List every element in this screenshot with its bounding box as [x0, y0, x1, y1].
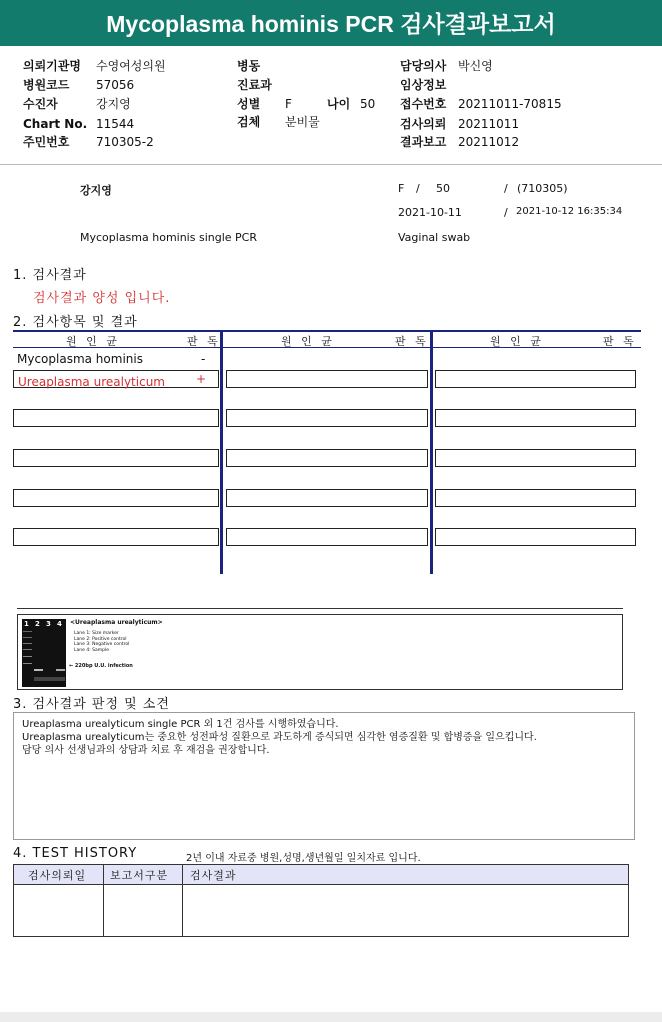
legend-line: Lane 4: Sample	[74, 647, 109, 653]
column-divider	[220, 330, 223, 574]
col-result: 검사결과	[190, 869, 237, 882]
chart-value: 11544	[96, 117, 135, 131]
summary-test-name: Mycoplasma hominis single PCR	[80, 231, 257, 244]
history-col-divider	[103, 865, 104, 936]
receipt-label: 접수번호	[400, 97, 447, 111]
summary-slash: /	[504, 206, 508, 219]
gel-legend	[74, 631, 129, 653]
col-request-date: 검사의뢰일	[28, 869, 87, 882]
legend-line: Lane 2: Positive control	[74, 636, 127, 642]
item-result: -	[201, 352, 206, 366]
result-row	[435, 370, 636, 388]
request-label: 검사의뢰	[400, 117, 447, 131]
summary-request-date: 2021-10-11	[398, 206, 462, 219]
result-row	[435, 528, 636, 546]
primer-dimer	[34, 677, 65, 681]
result-row	[435, 449, 636, 467]
institution-label: 의뢰기관명	[23, 59, 81, 73]
ward-label: 병동	[237, 59, 261, 73]
section2-heading: 2. 검사항목 및 결과	[13, 315, 138, 330]
opinion-text	[22, 718, 537, 757]
result-statement: 검사결과 양성 입니다.	[33, 291, 171, 306]
lane-number: 4	[57, 620, 62, 628]
ladder-band	[23, 656, 32, 657]
history-note: 2년 이내 자료중 병원,성명,생년월일 일치자료 입니다.	[186, 853, 421, 864]
summary-sex: F	[398, 182, 405, 195]
result-row	[13, 528, 219, 546]
report-title: Mycoplasma hominis PCR 검사결과보고서	[0, 0, 662, 46]
result-row	[13, 409, 219, 427]
opinion-line: Ureaplasma urealyticum single PCR 외 1건 검사를 시행하였습니다.	[22, 719, 339, 730]
history-table	[13, 864, 629, 937]
receipt-value: 20211011-70815	[458, 97, 562, 111]
table-top-rule	[13, 330, 641, 332]
result-row	[226, 449, 428, 467]
result-row	[226, 528, 428, 546]
age-value: 50	[360, 97, 376, 111]
code-value: 57056	[96, 78, 135, 92]
dept-label: 진료과	[237, 78, 272, 92]
age-label: 나이	[327, 97, 351, 111]
result-row	[435, 489, 636, 507]
opinion-line: Ureaplasma urealyticum는 중요한 성전파성 질환으로 과도하게 증식되면 심각한 염증질환 및 합병증을 일으킵니다.	[22, 732, 537, 743]
ladder-band	[23, 649, 32, 650]
lane-number: 1	[24, 620, 29, 628]
summary-report-datetime: 2021-10-12 16:35:34	[516, 206, 623, 217]
result-row	[226, 370, 428, 388]
opinion-line: 담당 의사 선생님과의 상담과 치료 후 재검을 권장합니다.	[22, 745, 270, 756]
code-label: 병원코드	[23, 78, 70, 92]
clinical-label: 임상정보	[400, 78, 447, 92]
gel-top-rule	[17, 608, 623, 609]
resident-value: 710305-2	[96, 135, 154, 149]
resident-label: 주민번호	[23, 135, 70, 149]
col-pathogen-header: 원 인 균	[66, 335, 120, 348]
chart-label: Chart No.	[23, 117, 88, 131]
result-row	[435, 409, 636, 427]
summary-slash: /	[504, 182, 508, 195]
section3-heading: 3. 검사결과 판정 및 소견	[13, 697, 170, 712]
lane-number: 2	[35, 620, 40, 628]
sex-value: F	[285, 97, 292, 111]
summary-specimen: Vaginal swab	[398, 231, 471, 244]
section1-heading: 1. 검사결과	[13, 268, 87, 283]
ladder-band	[23, 643, 32, 644]
result-row	[13, 449, 219, 467]
summary-name: 강지영	[80, 184, 112, 197]
col-result-header: 판 독	[603, 335, 637, 348]
result-row	[226, 489, 428, 507]
result-row	[226, 409, 428, 427]
item-name: Mycoplasma hominis	[17, 352, 143, 366]
sample-band	[56, 669, 65, 671]
patient-value: 강지영	[96, 97, 131, 111]
report-label: 결과보고	[400, 135, 447, 149]
ladder-band	[23, 663, 32, 664]
gel-title: <Ureaplasma urealyticum>	[70, 619, 163, 626]
summary-slash: /	[416, 182, 420, 195]
ladder-band	[23, 637, 32, 638]
page-footer-band	[0, 1012, 662, 1022]
sex-label: 성별	[237, 97, 261, 111]
ladder-band	[23, 631, 32, 632]
specimen-label: 검체	[237, 115, 261, 129]
gel-panel	[17, 614, 623, 690]
section4-heading: 4. TEST HISTORY	[13, 846, 138, 861]
band-label: ← 220bp U.U. infection	[69, 663, 133, 669]
institution-value: 수영여성의원	[96, 59, 166, 73]
item-name: Ureaplasma urealyticum	[18, 375, 165, 389]
patient-label: 수진자	[23, 97, 58, 111]
request-value: 20211011	[458, 117, 520, 131]
col-pathogen-header: 원 인 균	[281, 335, 335, 348]
divider	[0, 164, 662, 165]
col-report-type: 보고서구분	[110, 869, 169, 882]
legend-line: Lane 1: Size marker	[74, 631, 119, 636]
opinion-box	[13, 712, 635, 840]
report-value: 20211012	[458, 135, 520, 149]
col-pathogen-header: 원 인 균	[490, 335, 544, 348]
legend-line: Lane 3: Negative control	[74, 642, 130, 647]
gel-image	[22, 619, 66, 687]
summary-birth: (710305)	[517, 182, 568, 195]
summary-age: 50	[436, 182, 450, 195]
positive-band	[34, 669, 43, 671]
doctor-value: 박신영	[458, 59, 493, 73]
doctor-label: 담당의사	[400, 59, 447, 73]
history-header	[14, 865, 628, 885]
result-row	[13, 489, 219, 507]
result-row	[13, 370, 219, 388]
col-result-header: 판 독	[187, 335, 221, 348]
column-divider	[430, 330, 433, 574]
lane-number: 3	[46, 620, 51, 628]
specimen-value: 분비물	[285, 115, 320, 129]
history-col-divider	[182, 865, 183, 936]
col-result-header: 판 독	[395, 335, 429, 348]
item-result: +	[195, 372, 206, 386]
